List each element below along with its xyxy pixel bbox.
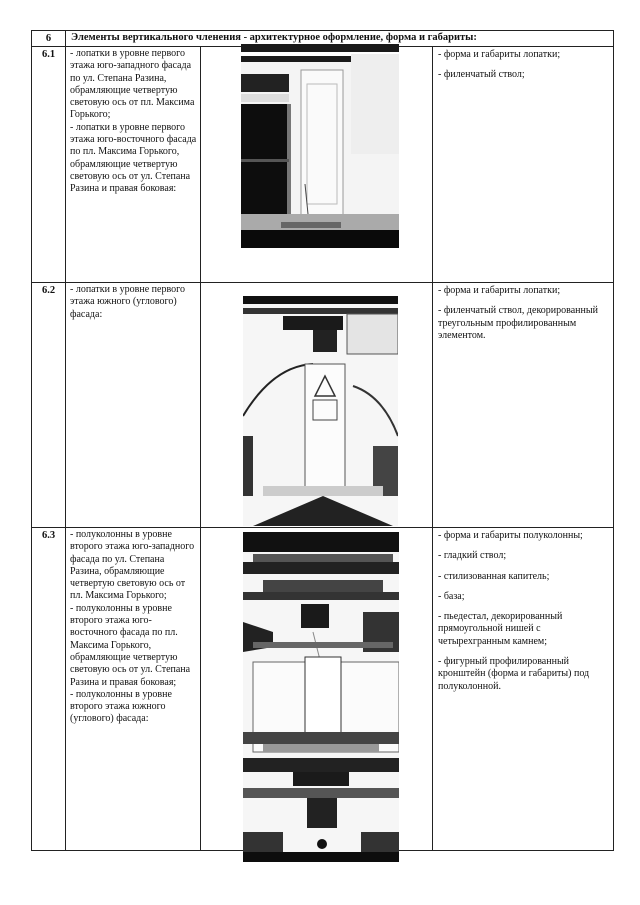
feature-item: - гладкий ствол; xyxy=(438,550,507,562)
feature-item: - филенчатый ствол, декорированный треугольным профилированным элементом. xyxy=(438,305,598,341)
feature-item: - форма и габариты полуколонны; xyxy=(438,530,583,541)
row-features xyxy=(433,47,614,283)
feature-item: - пьедестал, декорированный прямоугольной нишей с четырехгранным камнем; xyxy=(438,611,563,647)
description-item: - полуколонны в уровне второго этажа южного (углового) фасада: xyxy=(70,688,172,725)
description-item: - лопатки в уровне первого этажа юго-западного фасада по ул. Степана Разина, обрамляющие четвертую световую ось от пл. Максима Горького; xyxy=(70,48,195,121)
row-number: 6.1 xyxy=(32,47,66,283)
pilaster-first-floor-photo xyxy=(241,44,399,248)
half-column-second-floor-photo xyxy=(243,532,399,862)
row-description xyxy=(66,528,201,851)
feature-item: - база; xyxy=(438,590,465,602)
section-number: 6 xyxy=(32,31,66,47)
row-features xyxy=(433,283,614,528)
row-description xyxy=(66,283,201,528)
section-title: Элементы вертикального членения - архитектурное оформление, форма и габариты: xyxy=(66,31,614,47)
description-item: - полуколонны в уровне второго этажа юго-западного фасада по ул. Степана Разина, обрамляющие четвертую световую ось от пл. Максима Горького; xyxy=(70,529,195,602)
row-description xyxy=(66,47,201,283)
description-item: - лопатки в уровне первого этажа юго-восточного фасада по пл. Максима Горького, обрамляющие четвертую световую ось от ул. Степана Разина и правая боковая: xyxy=(70,121,197,195)
row-number: 6.3 xyxy=(32,528,66,851)
feature-item: - фигурный профилированный кронштейн (форма и габариты) под полуколонной. xyxy=(438,656,590,692)
feature-item: - стилизованная капитель; xyxy=(438,570,550,582)
row-number: 6.2 xyxy=(32,283,66,528)
row-features xyxy=(433,528,614,851)
feature-item: - форма и габариты лопатки; xyxy=(438,49,561,60)
feature-item: - форма и габариты лопатки; xyxy=(438,285,561,296)
description-item: - полуколонны в уровне второго этажа юго-восточного фасада по пл. Максима Горького, обрамляющие четвертую световую ось от ул. Степана Разина и правая боковая; xyxy=(70,602,191,688)
description-item: - лопатки в уровне первого этажа южного (углового) фасада: xyxy=(70,284,185,320)
corner-facade-pilaster-photo xyxy=(243,296,398,526)
feature-item: - филенчатый ствол; xyxy=(438,69,525,81)
